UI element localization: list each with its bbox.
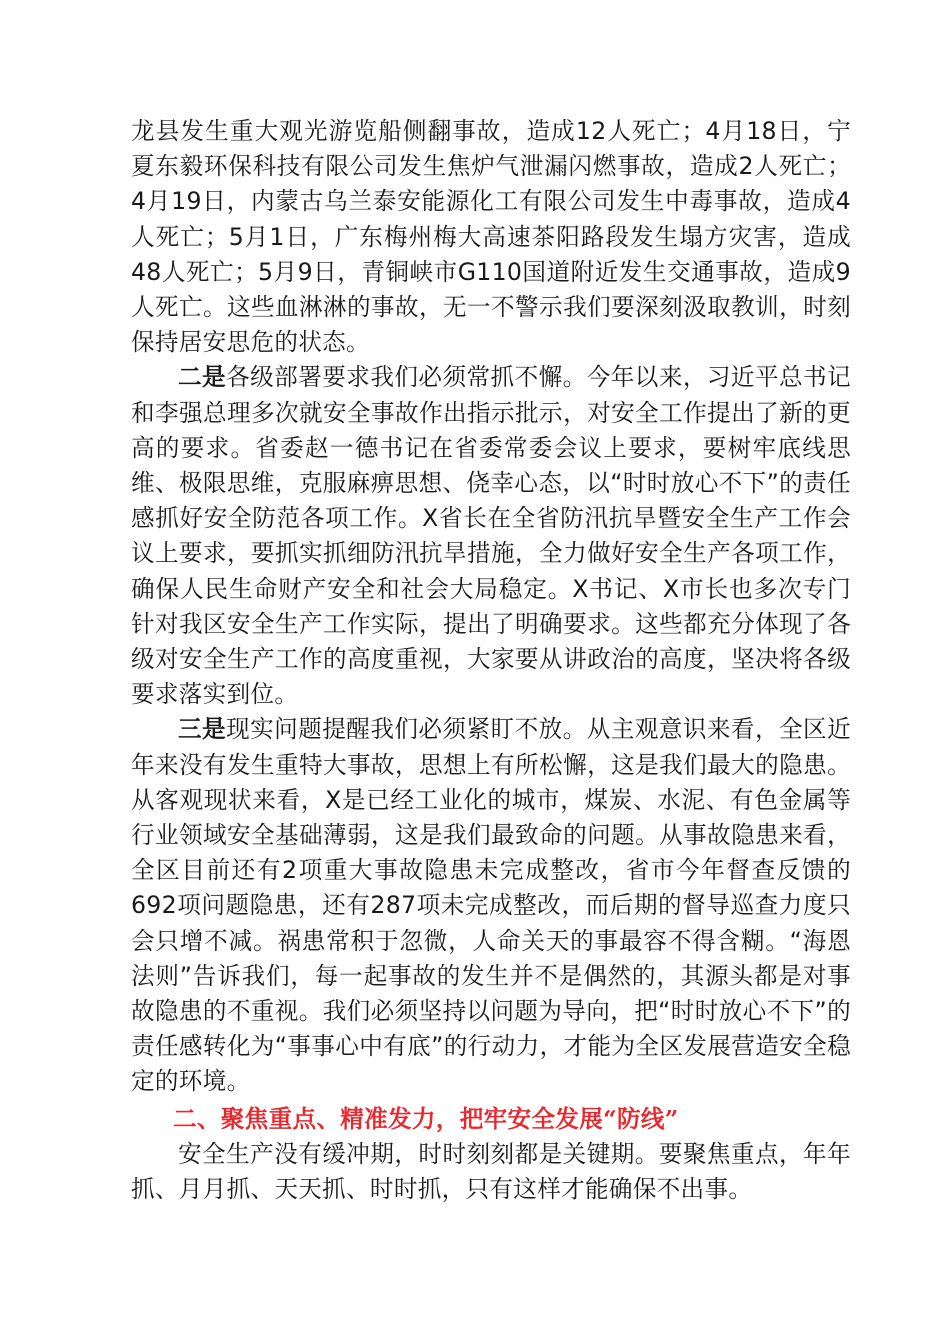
point-three-lead: 三是 <box>178 715 227 744</box>
section-two-intro-text: 安全生产没有缓冲期，时时刻刻都是关键期。要聚焦重点，年年抓、月月抓、天天抓、时时抓，只有这样才能确保不出事。 <box>131 1139 851 1204</box>
paragraph-accident-list <box>131 114 851 360</box>
paragraph-accident-list-text: 龙县发生重大观光游览船侧翻事故，造成12人死亡；4月18日，宁夏东毅环保科技有限公司发生焦炉气泄漏闪燃事故，造成2人死亡；4月19日，内蒙古乌兰泰安能源化工有限公司发生中毒事故，造成4人死亡；5月1日，广东梅州梅大高速茶阳路段发生塌方灾害，造成48人死亡；5月9日，青铜峡市G110国道附近发生交通事故，造成9人死亡。这些血淋淋的事故，无一不警示我们要深刻汲取教训，时刻保持居安思危的状态。 <box>131 117 851 357</box>
point-two-lead: 二是 <box>178 363 227 392</box>
point-two-text: 各级部署要求我们必须常抓不懈。今年以来，习近平总书记和李强总理多次就安全事故作出指示批示，对安全工作提出了新的更高的要求。省委赵一德书记在省委常委会议上要求，要树牢底线思维、极限思维，克服麻痹思想、侥幸心态，以“时时放心不下”的责任感抓好安全防范各项工作。X省长在全省防汛抗旱暨安全生产工作会议上要求，要抓实抓细防汛抗旱措施，全力做好安全生产各项工作，确保人民生命财产安全和社会大局稳定。X书记、X市长也多次专门针对我区安全生产工作实际，提出了明确要求。这些都充分体现了各级对安全生产工作的高度重视，大家要从讲政治的高度，坚决将各级要求落实到位。 <box>131 363 851 709</box>
paragraph-section-two-intro <box>131 1137 851 1207</box>
paragraph-point-two <box>131 360 851 712</box>
point-three-text: 现实问题提醒我们必须紧盯不放。从主观意识来看，全区近年来没有发生重特大事故，思想上有所松懈，这是我们最大的隐患。从客观现状来看，X是已经工业化的城市，煤炭、水泥、有色金属等行业领域安全基础薄弱，这是我们最致命的问题。从事故隐患来看，全区目前还有2项重大事故隐患未完成整改，省市今年督查反馈的692项问题隐患，还有287项未完成整改，而后期的督导巡查力度只会只增不减。祸患常积于忽微，人命关天的事最容不得含糊。“海恩法则”告诉我们，每一起事故的发生并不是偶然的，其源头都是对事故隐患的不重视。我们必须坚持以问题为导向，把“时时放心不下”的责任感转化为“事事心中有底”的行动力，才能为全区发展营造安全稳定的环境。 <box>131 715 851 1096</box>
paragraph-point-three <box>131 712 851 1099</box>
section-heading-two: 二、聚焦重点、精准发力，把牢安全发展“防线” <box>173 1104 679 1133</box>
document-page <box>131 114 851 1207</box>
